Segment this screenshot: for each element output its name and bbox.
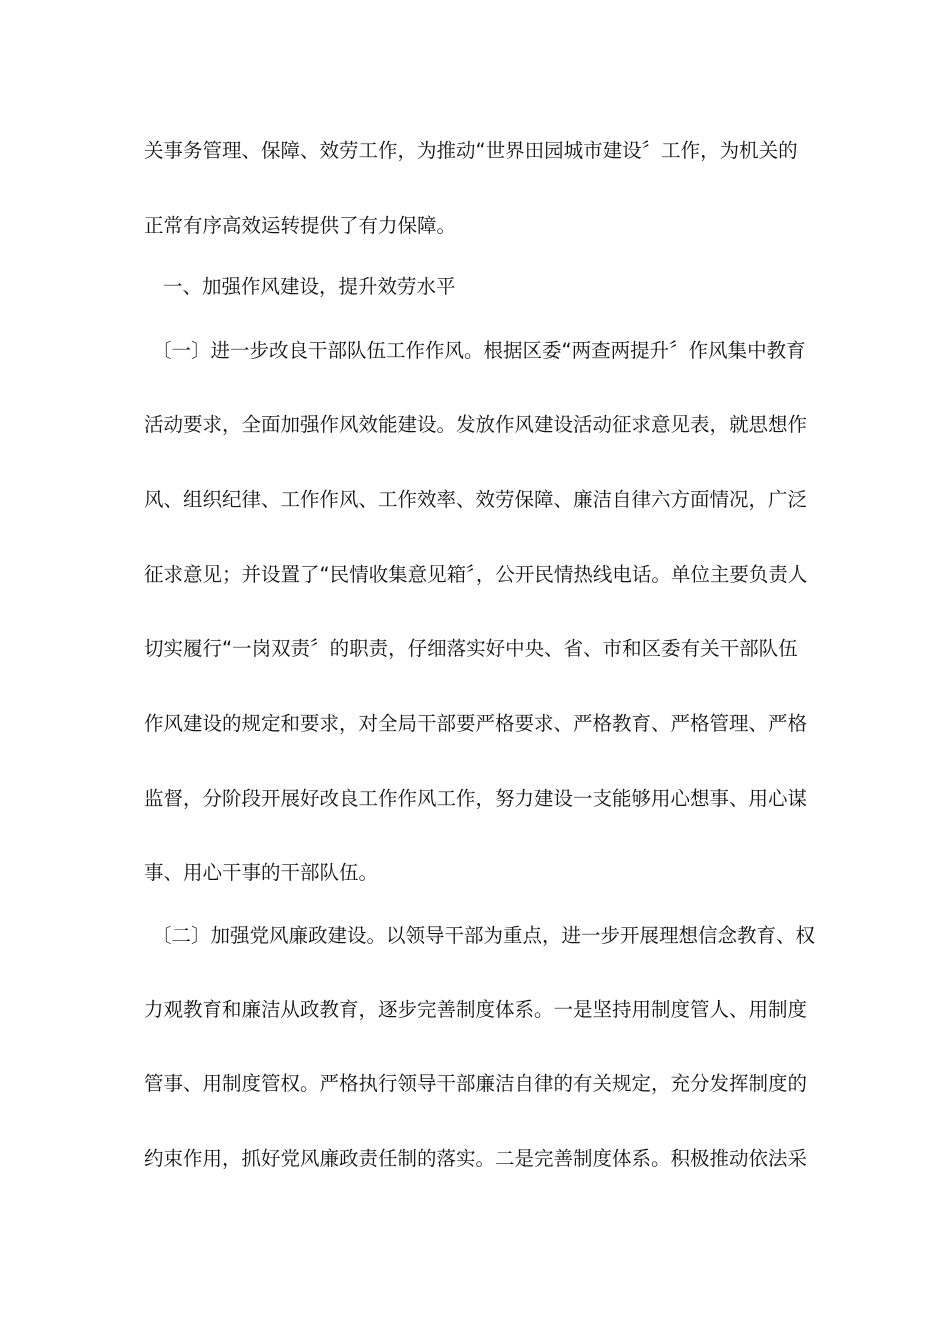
text-line: 活动要求，全面加强作风效能建设。发放作风建设活动征求意见表，就思想作 <box>144 413 808 436</box>
section-heading: 一、加强作风建设，提升效劳水平 <box>163 275 456 298</box>
text-line: 管事、用制度管权。严格执行领导干部廉洁自律的有关规定，充分发挥制度的 <box>144 1072 808 1095</box>
subsection-line: 〔二〕加强党风廉政建设。以领导干部为重点，进一步开展理想信念教育、权 <box>152 924 816 947</box>
text-line: 监督，分阶段开展好改良工作作风工作，努力建设一支能够用心想事、用心谋 <box>144 787 808 810</box>
text-line: 作风建设的规定和要求，对全局干部要严格要求、严格教育、严格管理、严格 <box>144 712 808 735</box>
text-line: 风、组织纪律、工作作风、工作效率、效劳保障、廉洁自律六方面情况，广泛 <box>144 488 808 511</box>
text-line: 约束作用，抓好党风廉政责任制的落实。二是完善制度体系。积极推动依法采 <box>144 1147 808 1170</box>
text-line: 事、用心干事的干部队伍。 <box>144 861 379 884</box>
text-line: 切实履行“一岗双责〞的职责，仔细落实好中央、省、市和区委有关干部队伍 <box>144 637 798 660</box>
text-line: 征求意见；并设置了“民情收集意见箱〞，公开民情热线电话。单位主要负责人 <box>144 563 808 586</box>
subsection-line: 〔一〕进一步改良干部队伍工作作风。根据区委“两查两提升〞作风集中教育 <box>152 339 806 362</box>
text-line: 关事务管理、保障、效劳工作，为推动“世界田园城市建设〞工作，为机关的 <box>144 139 798 162</box>
text-line: 力观教育和廉洁从政教育，逐步完善制度体系。一是坚持用制度管人、用制度 <box>144 998 808 1021</box>
text-line: 正常有序高效运转提供了有力保障。 <box>144 214 457 237</box>
